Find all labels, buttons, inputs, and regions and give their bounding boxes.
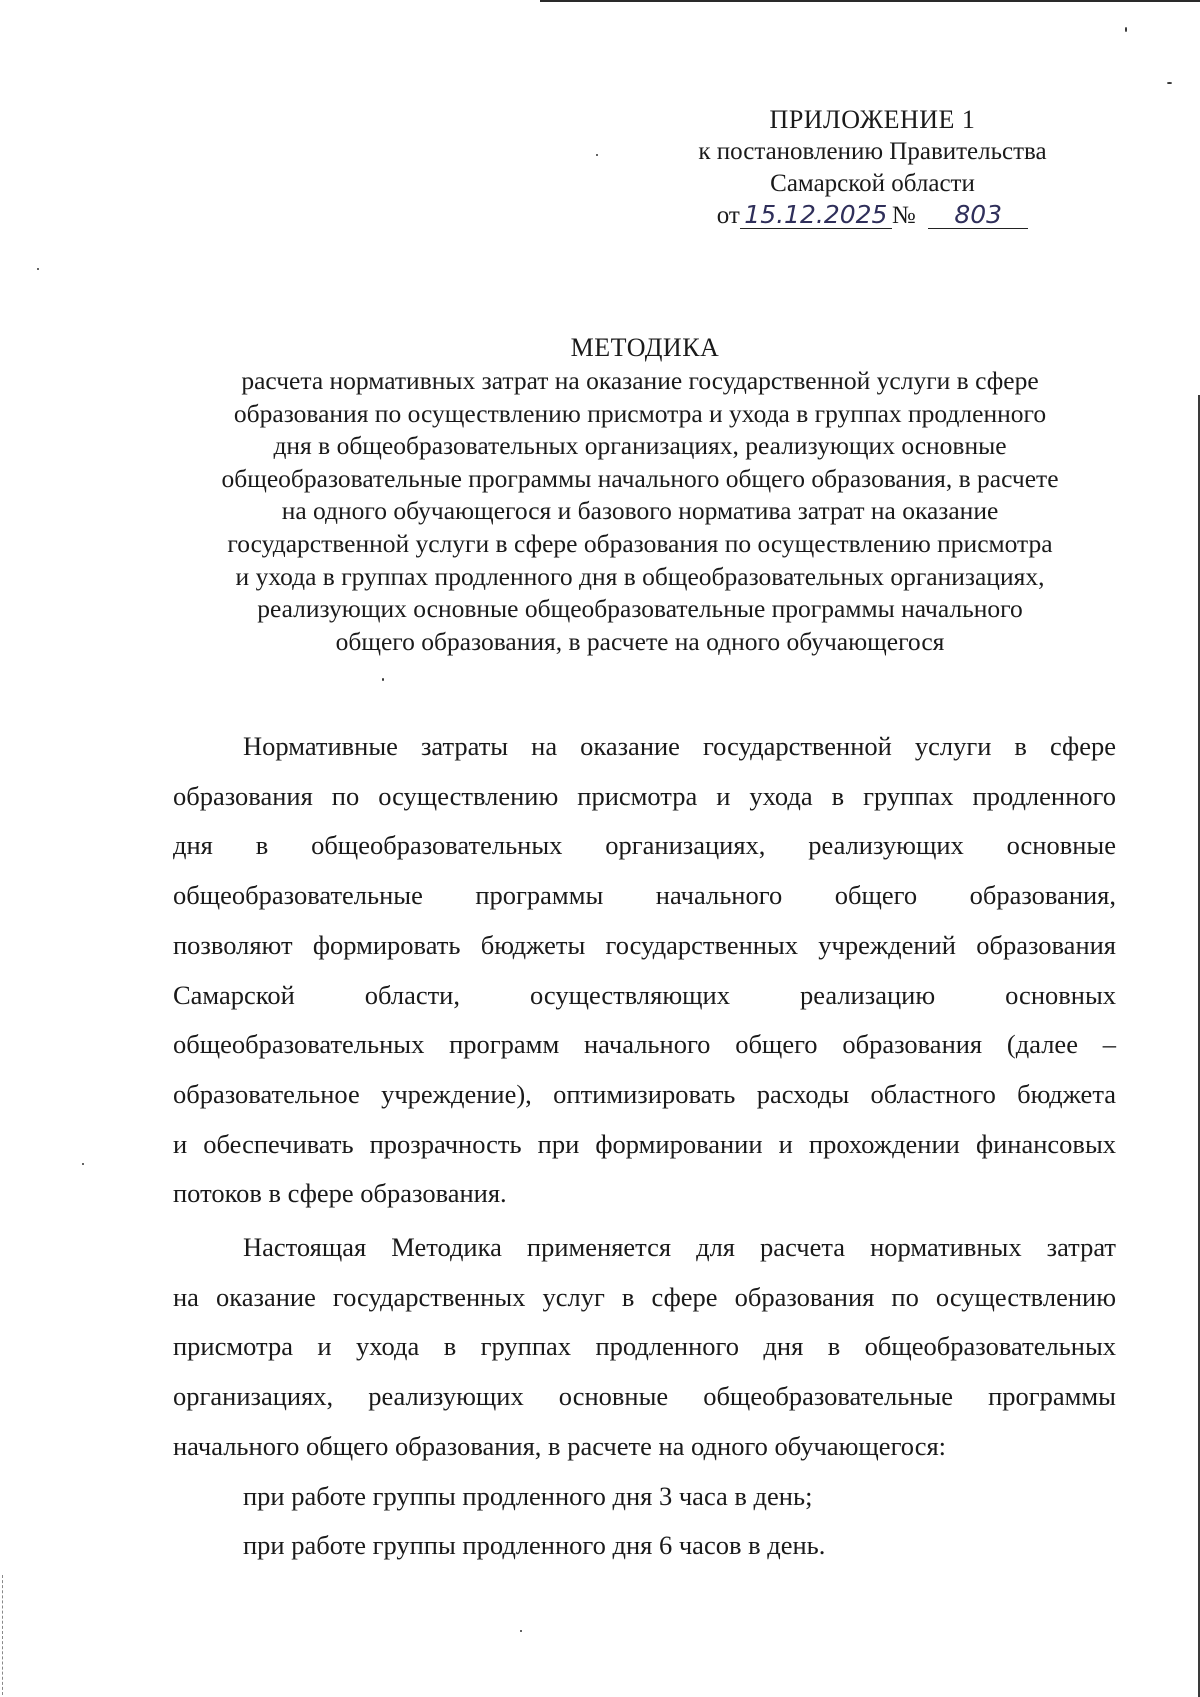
paragraph-line: Нормативные затраты на оказание государственной услуги в сфере [243, 731, 1116, 761]
appendix-date-line [600, 200, 1145, 232]
paragraph-line: потоков в сфере образования. [173, 1178, 507, 1209]
document-body [173, 722, 1116, 1571]
subtitle-line: на одного обучающегося и базового норматива затрат на оказание [281, 496, 999, 526]
subtitle-line: общего образования, в расчете на одного обучающегося [335, 626, 945, 656]
paragraph-line: Настоящая Методика применяется для расчета нормативных затрат [243, 1232, 1116, 1263]
scan-speck [596, 154, 598, 156]
scan-speck [1167, 82, 1172, 84]
appendix-line-region: Самарской области [770, 170, 975, 197]
paragraph-line: общеобразовательных программ начального общего образования (далее – [173, 1029, 1116, 1060]
subtitle-line: общеобразовательные программы начального общего образования, в расчете [221, 463, 1059, 493]
top-border-line [540, 0, 1200, 2]
document-title: МЕТОДИКА [570, 333, 720, 362]
scan-speck [382, 678, 384, 681]
paragraph-line: дня в общеобразовательных организациях, реализующих основные [173, 830, 1116, 861]
appendix-header [600, 104, 1145, 232]
scan-speck [520, 1630, 522, 1632]
paragraph-line: Самарской области, осуществляющих реализацию основных [173, 979, 1116, 1010]
paragraph-line: образования по осуществлению присмотра и ухода в группах продленного [173, 780, 1116, 811]
paragraph-line: позволяют формировать бюджеты государственных учреждений образования [173, 929, 1116, 960]
paragraph-line: и обеспечивать прозрачность при формировании и прохождении финансовых [173, 1128, 1116, 1159]
subtitle-line: реализующих основные общеобразовательные программы начального [257, 594, 1023, 624]
list-item: при работе группы продленного дня 3 часа в день; [243, 1480, 813, 1511]
appendix-title: ПРИЛОЖЕНИЕ 1 [769, 105, 976, 134]
handwritten-number: 803 [928, 202, 1028, 229]
subtitle-line: и ухода в группах продленного дня в общеобразовательных организациях, [235, 561, 1045, 591]
paragraph-normative-costs [173, 722, 1116, 1219]
appendix-line-resolution: к постановлению Правительства [698, 138, 1047, 165]
date-prefix: от [716, 202, 740, 229]
left-dashed-mark [2, 1575, 4, 1695]
list-item: при работе группы продленного дня 6 часов в день. [243, 1530, 826, 1561]
mode-list [173, 1472, 1116, 1571]
subtitle-line: государственной услуги в сфере образования по осуществлению присмотра [227, 528, 1053, 558]
subtitle-line: образования по осуществлению присмотра и ухода в группах продленного [233, 398, 1047, 428]
subtitle-line: расчета нормативных затрат на оказание государственной услуги в сфере [241, 366, 1039, 395]
paragraph-method-scope [173, 1223, 1116, 1472]
subtitle-line: дня в общеобразовательных организациях, реализующих основные [273, 431, 1007, 461]
paragraph-line: присмотра и ухода в группах продленного дня в общеобразовательных [173, 1331, 1116, 1362]
scan-speck [1125, 27, 1127, 32]
document-subtitle [165, 365, 1115, 658]
scan-speck [37, 268, 39, 270]
paragraph-line: общеобразовательные программы начального общего образования, [173, 880, 1116, 911]
number-sign: № [891, 202, 916, 229]
paragraph-line: организациях, реализующих основные общеобразовательные программы [173, 1381, 1116, 1412]
paragraph-line: начального общего образования, в расчете на одного обучающегося: [173, 1430, 947, 1461]
paragraph-line: на оказание государственных услуг в сфере образования по осуществлению [173, 1281, 1116, 1312]
scan-speck [82, 1163, 84, 1165]
paragraph-line: образовательное учреждение), оптимизировать расходы областного бюджета [173, 1078, 1116, 1109]
handwritten-date: 15.12.2025 [740, 202, 892, 229]
